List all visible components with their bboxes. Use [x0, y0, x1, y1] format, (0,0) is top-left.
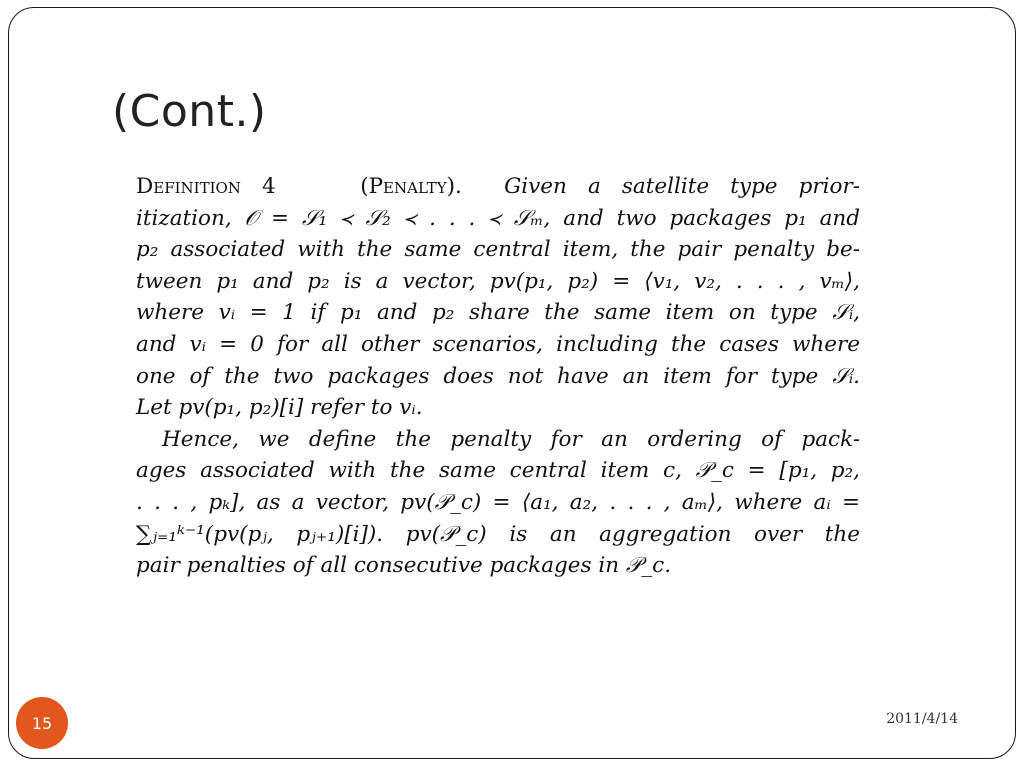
- definition-line: . . . , pₖ], as a vector, pv(𝒫_c) = ⟨a₁, a₂, . . . , aₘ⟩, where aᵢ =: [136, 489, 860, 515]
- definition-label: (Penalty).: [360, 174, 462, 199]
- definition-line: [136, 171, 860, 203]
- definition-line: pair penalties of all consecutive packages in 𝒫_c.: [136, 553, 672, 579]
- definition-line: ages associated with the same central item c, 𝒫_c = [p₁, p₂,: [136, 458, 860, 484]
- definition-line: where vᵢ = 1 if p₁ and p₂ share the same item on type 𝒮ᵢ,: [136, 300, 860, 326]
- definition-line: one of the two packages does not have an item for type 𝒮ᵢ.: [136, 363, 860, 389]
- definition-line: Let pv(p₁, p₂)[i] refer to vᵢ.: [136, 395, 423, 421]
- definition-heading: Definition 4: [136, 174, 276, 199]
- slide-date: 2011/4/14: [886, 711, 958, 727]
- definition-line: p₂ associated with the same central item, the pair penalty be-: [136, 237, 860, 263]
- definition-text: [136, 171, 860, 582]
- slide-title: (Cont.): [112, 86, 267, 137]
- definition-line: ∑ⱼ₌₁ᵏ⁻¹(pv(pⱼ, pⱼ₊₁)[i]). pv(𝒫_c) is an aggregation over the: [136, 521, 860, 547]
- definition-line: itization, 𝒪 = 𝒮₁ ≺ 𝒮₂ ≺ . . . ≺ 𝒮ₘ, and two packages p₁ and: [136, 205, 860, 231]
- definition-line: Hence, we define the penalty for an ordering of pack-: [162, 426, 860, 452]
- slide-number-badge: 15: [16, 697, 68, 749]
- definition-line: and vᵢ = 0 for all other scenarios, including the cases where: [136, 331, 860, 357]
- definition-line-text: Given a satellite type prior-: [504, 174, 860, 199]
- definition-line: tween p₁ and p₂ is a vector, pv(p₁, p₂) = ⟨v₁, v₂, . . . , vₘ⟩,: [136, 268, 860, 294]
